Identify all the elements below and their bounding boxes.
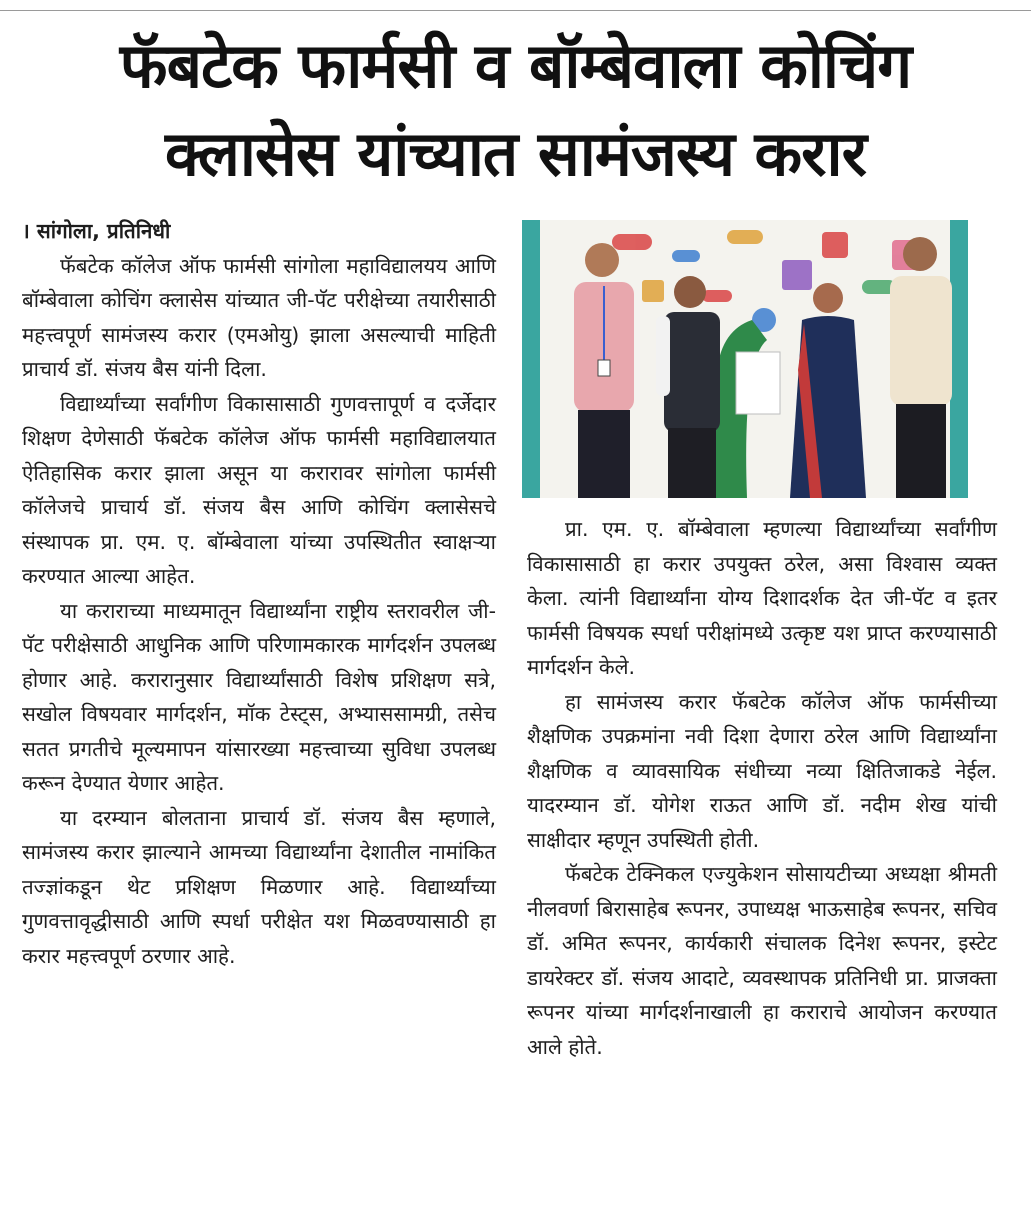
article-paragraph: विद्यार्थ्यांच्या सर्वांगीण विकासासाठी गुणवत्तापूर्ण व दर्जेदार शिक्षण देणेसाठी फॅबटेक कॉलेज ऑफ फार्मसी महाविद्यालयात ऐतिहासिक करार झाला असून या करारावर सांगोला फार्मसी कॉलेजचे प्राचार्य डॉ. संजय बैस आणि कोचिंग क्लासेसचे संस्थापक प्रा. एम. ए. बॉम्बेवाला यांच्या उपस्थितीत स्वाक्षऱ्या करण्यात आल्या आहेत.: [22, 391, 496, 588]
headline-line-1: फॅबटेक फार्मसी व बॉम्बेवाला कोचिंग: [119, 29, 912, 102]
photo-illustration: [522, 220, 968, 498]
article-paragraph: या दरम्यान बोलताना प्राचार्य डॉ. संजय बैस म्हणाले, सामंजस्य करार झाल्याने आमच्या विद्यार्थ्यांना देशातील नामांकित तज्ज्ञांकडून थेट प्रशिक्षण मिळणार आहे. विद्यार्थ्यांच्या गुणवत्तावृद्धीसाठी आणि स्पर्धा परीक्षेत यश मिळवण्यासाठी हा करार महत्त्वपूर्ण ठरणार आहे.: [22, 805, 496, 968]
top-rule: [0, 0, 1031, 11]
headline: [0, 22, 1031, 198]
mou-signing-photo: [522, 220, 968, 498]
headline-line-2: क्लासेस यांच्यात सामंजस्य करार: [165, 117, 866, 190]
dateline: । सांगोला, प्रतिनिधी: [22, 219, 171, 243]
article-right-column: [527, 512, 997, 1064]
article-paragraph: फॅबटेक टेक्निकल एज्युकेशन सोसायटीच्या अध्यक्षा श्रीमती नीलवर्णा बिरासाहेब रूपनर, उपाध्यक्ष भाऊसाहेब रूपनर, सचिव डॉ. अमित रूपनर, कार्यकारी संचालक दिनेश रूपनर, इस्टेट डायरेक्टर डॉ. संजय आदाटे, व्यवस्थापक प्रतिनिधी प्रा. प्राजक्ता रूपनर यांच्या मार्गदर्शनाखाली हा कराराचे आयोजन करण्यात आले होते.: [527, 862, 997, 1059]
article-paragraph: फॅबटेक कॉलेज ऑफ फार्मसी सांगोला महाविद्यालयय आणि बॉम्बेवाला कोचिंग क्लासेस यांच्यात जी-पॅट परीक्षेच्या तयारीसाठी महत्त्वपूर्ण सामंजस्य करार (एमओयु) झाला असल्याची माहिती प्राचार्य डॉ. संजय बैस यांनी दिला.: [22, 253, 496, 381]
article-paragraph: प्रा. एम. ए. बॉम्बेवाला म्हणल्या विद्यार्थ्यांच्या सर्वांगीण विकासासाठी हा करार उपयुक्त ठरेल, असा विश्वास व्यक्त केला. त्यांनी विद्यार्थ्यांना योग्य दिशादर्शक देत जी-पॅट व इतर फार्मसी विषयक स्पर्धा परीक्षांमध्ये उत्कृष्ट यश प्राप्त करण्यासाठी मार्गदर्शन केले.: [527, 517, 997, 679]
article-paragraph: या कराराच्या माध्यमातून विद्यार्थ्यांना राष्ट्रीय स्तरावरील जी-पॅट परीक्षेसाठी आधुनिक आणि परिणामकारक मार्गदर्शन उपलब्ध होणार आहे. करारानुसार विद्यार्थ्यांसाठी विशेष प्रशिक्षण सत्रे, सखोल विषयवार मार्गदर्शन, मॉक टेस्ट्स, अभ्याससामग्री, तसेच सतत प्रगतीचे मूल्यमापन यांसारख्या महत्त्वाच्या सुविधा उपलब्ध करून देण्यात येणार आहेत.: [22, 598, 496, 795]
article-left-column: [22, 214, 496, 973]
article-paragraph: हा सामंजस्य करार फॅबटेक कॉलेज ऑफ फार्मसीच्या शैक्षणिक उपक्रमांना नवी दिशा देणारा ठरेल आणि विद्यार्थ्यांना शैक्षणिक व व्यावसायिक संधीच्या नव्या क्षितिजाकडे नेईल. यादरम्यान डॉ. योगेश राऊत आणि डॉ. नदीम शेख यांची साक्षीदार म्हणून उपस्थिती होती.: [527, 689, 997, 852]
